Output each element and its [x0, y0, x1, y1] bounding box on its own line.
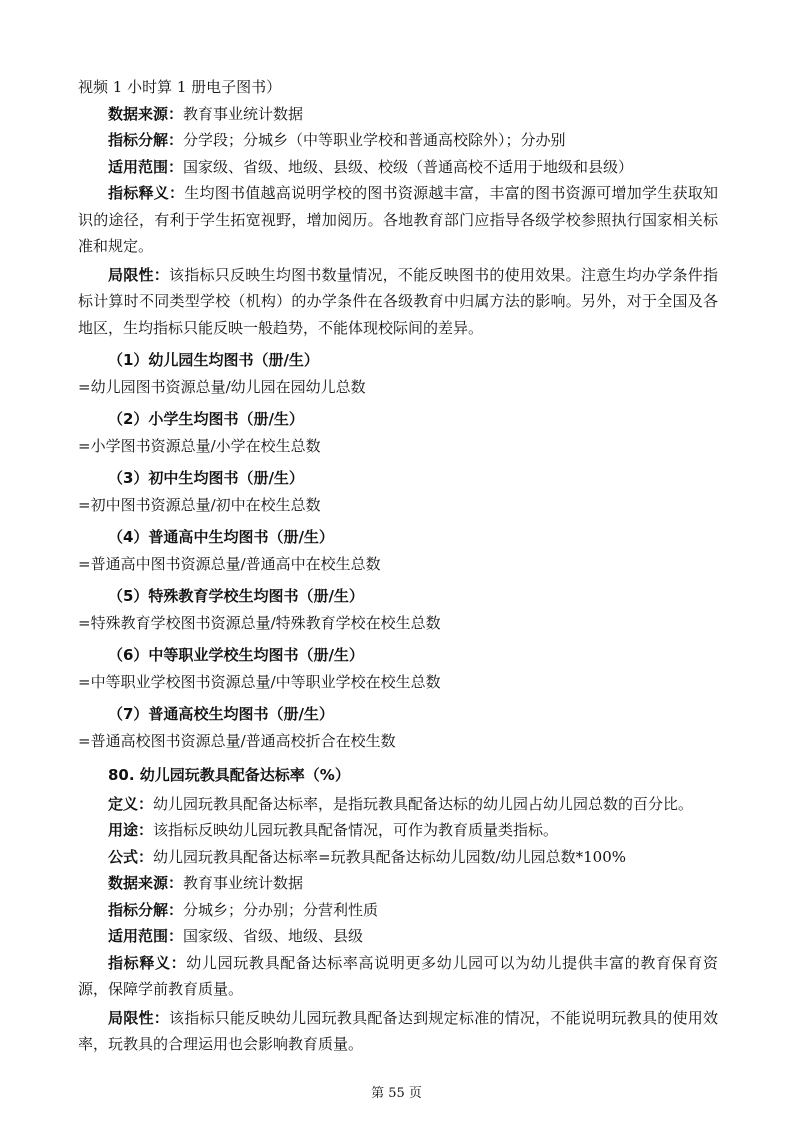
subitem-title: （7）普通高校生均图书（册/生）: [108, 705, 334, 723]
usage-text: 该指标反映幼儿园玩教具配备情况，可作为教育质量类指标。: [153, 821, 559, 839]
interpretation-paragraph: [78, 180, 718, 260]
subitem-formula: =幼儿园图书资源总量/幼儿园在园幼儿总数: [78, 377, 366, 396]
limitation-text: 该指标只能反映幼儿园玩教具配备达到规定标准的情况，不能说明玩教具的使用效率，玩教具的合理运用也会影响教育质量。: [78, 1008, 718, 1053]
section-heading: 80. 幼儿园玩教具配备达标率（%）: [108, 766, 350, 784]
subitem-formula: =中等职业学校图书资源总量/中等职业学校在校生总数: [78, 672, 441, 691]
page-number: 第 55 页: [371, 1086, 422, 1101]
interpretation-label: 指标释义：: [108, 184, 185, 202]
subitem-title: （3）初中生均图书（册/生）: [108, 469, 304, 487]
breakdown-text: 分城乡；分办别；分营利性质: [183, 900, 379, 919]
scope-row: [78, 923, 718, 950]
subitem-formula: =普通高中图书资源总量/普通高中在校生总数: [78, 554, 381, 573]
formula-label: 公式：: [108, 847, 154, 866]
subitem-formula: =初中图书资源总量/初中在校生总数: [78, 495, 321, 514]
limitation-paragraph: [78, 262, 718, 342]
interpretation-label: 指标释义：: [108, 953, 187, 972]
subitem-formula: =小学图书资源总量/小学在校生总数: [78, 436, 321, 455]
interpretation-paragraph: [78, 950, 718, 1003]
data-source-label: 数据来源：: [108, 104, 184, 123]
interpretation-text: 幼儿园玩教具配备达标率高说明更多幼儿园可以为幼儿提供丰富的教育保育资源，保障学前教育质量。: [78, 953, 718, 998]
limitation-label: 局限性：: [108, 265, 170, 284]
data-source-text: 教育事业统计数据: [183, 874, 304, 892]
limitation-label: 局限性：: [108, 1008, 170, 1027]
subitem-title: （1）幼儿园生均图书（册/生）: [108, 351, 319, 369]
formula-text: 幼儿园玩教具配备达标率=玩教具配备达标幼儿园数/幼儿园总数*100%: [153, 847, 627, 866]
breakdown-row: [78, 127, 718, 154]
breakdown-label: 指标分解：: [108, 900, 184, 919]
limitation-paragraph: [78, 1005, 718, 1058]
subitem-title: （5）特殊教育学校生均图书（册/生）: [108, 587, 364, 605]
usage-row: [78, 817, 718, 844]
definition-label: 定义：: [108, 794, 154, 813]
subitem-title: （6）中等职业学校生均图书（册/生）: [108, 646, 364, 664]
interpretation-text: 生均图书值越高说明学校的图书资源越丰富，丰富的图书资源可增加学生获取知识的途径，有利于学生拓宽视野，增加阅历。各地教育部门应指导各级学校参照执行国家相关标准和规定。: [78, 184, 718, 255]
top-line: 视频 1 小时算 1 册电子图书）: [78, 78, 282, 96]
subitem-title: （2）小学生均图书（册/生）: [108, 410, 304, 428]
scope-label: 适用范围：: [108, 927, 184, 945]
scope-text: 国家级、省级、地级、县级、校级（普通高校不适用于地级和县级）: [183, 157, 634, 176]
usage-label: 用途：: [108, 821, 154, 839]
scope-row: [78, 154, 718, 181]
page-content: [78, 74, 718, 1058]
data-source-label: 数据来源：: [108, 874, 184, 892]
data-source-text: 教育事业统计数据: [183, 104, 304, 123]
breakdown-label: 指标分解：: [108, 131, 184, 149]
scope-text: 国家级、省级、地级、县级: [183, 927, 364, 945]
breakdown-row: [78, 897, 718, 924]
definition-paragraph: [78, 791, 718, 818]
subitem-formula: =特殊教育学校图书资源总量/特殊教育学校在校生总数: [78, 613, 441, 632]
formula-row: [78, 844, 718, 871]
data-source-row: [78, 870, 718, 897]
subitem-formula: =普通高校图书资源总量/普通高校折合在校生数: [78, 731, 396, 750]
limitation-text: 该指标只反映生均图书数量情况，不能反映图书的使用效果。注意生均办学条件指标计算时不同类型学校（机构）的办学条件在各级教育中归属方法的影响。另外，对于全国及各地区，生均指标只能反映一般趋势，不能体现校际间的差异。: [78, 265, 718, 337]
subitem-title: （4）普通高中生均图书（册/生）: [108, 528, 334, 546]
breakdown-text: 分学段；分城乡（中等职业学校和普通高校除外）；分办别: [183, 131, 566, 149]
scope-label: 适用范围：: [108, 157, 184, 176]
data-source-row: [78, 101, 718, 128]
definition-text: 幼儿园玩教具配备达标率，是指玩教具配备达标的幼儿园占幼儿园总数的百分比。: [153, 794, 694, 813]
